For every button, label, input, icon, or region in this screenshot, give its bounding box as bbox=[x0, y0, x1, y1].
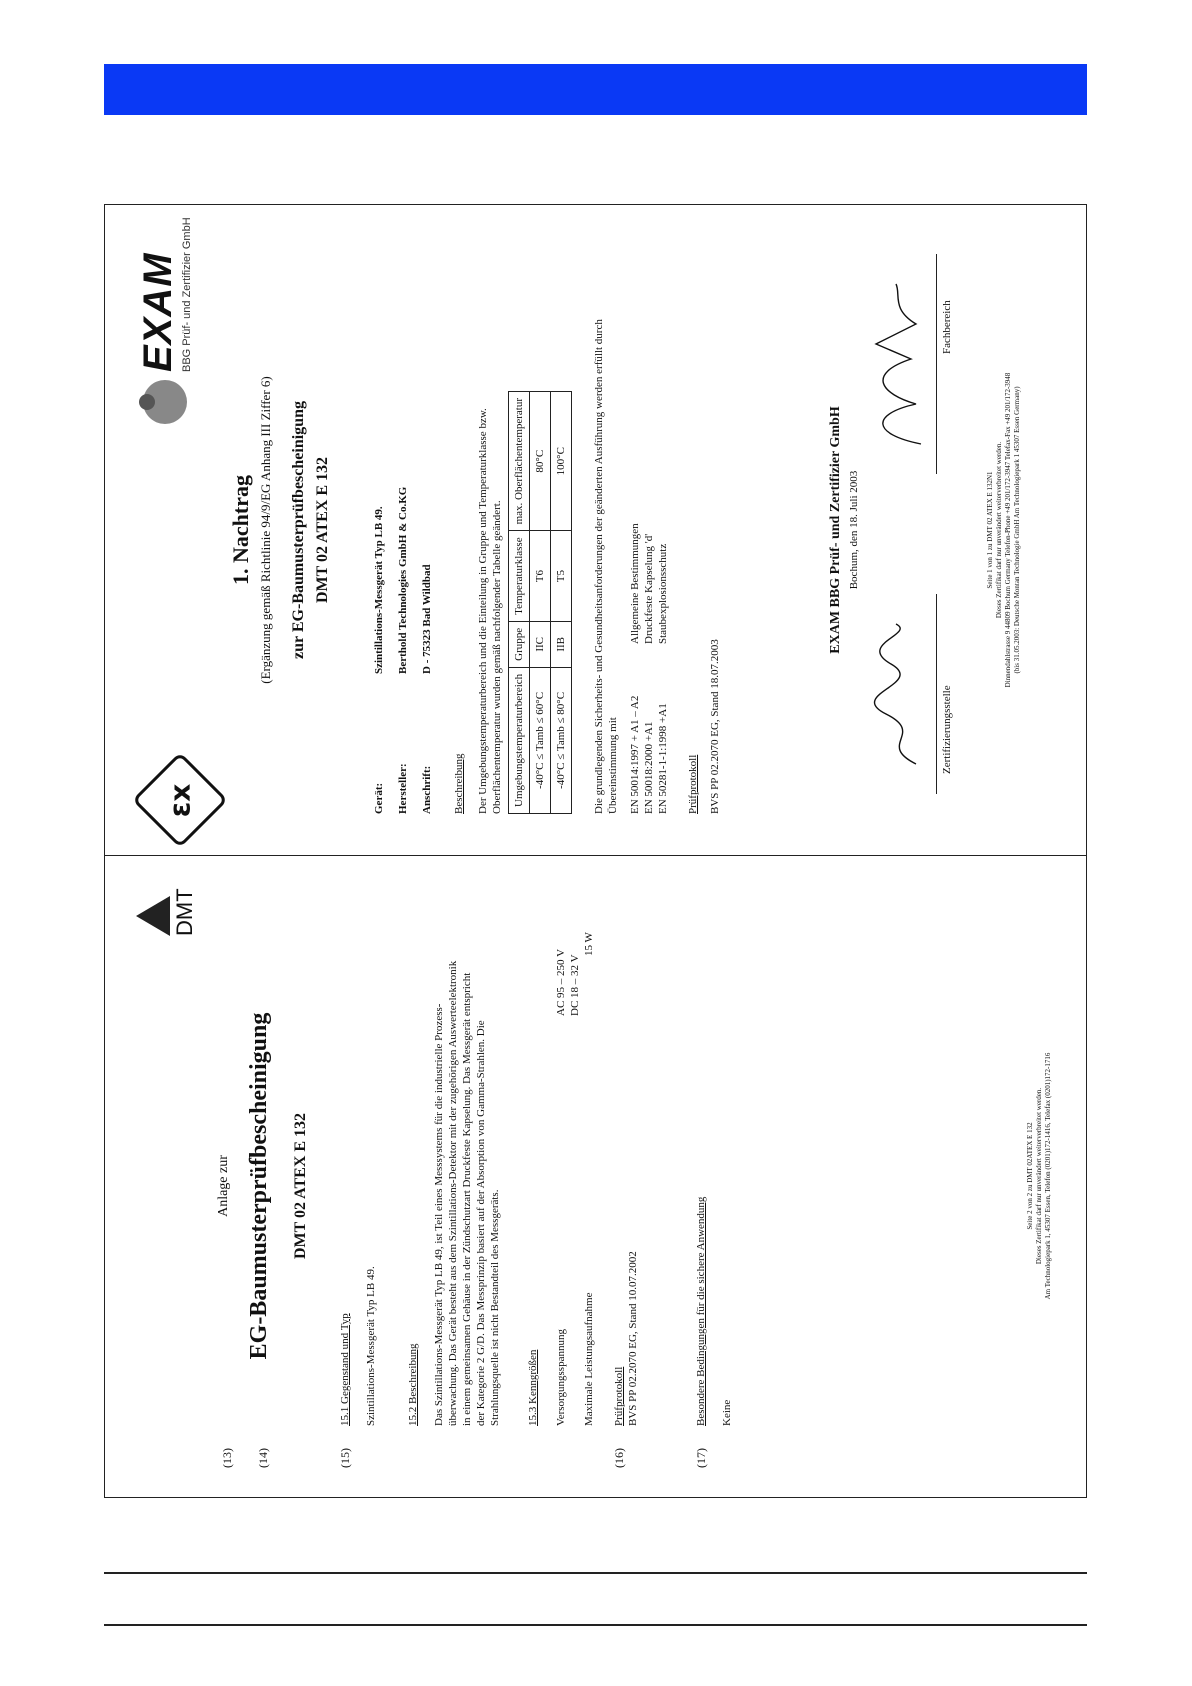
table-header-cell: Gruppe bbox=[509, 621, 530, 667]
section-15-3-heading: 15.3 Kenngrößen bbox=[527, 1349, 539, 1426]
table-row bbox=[530, 391, 551, 813]
item-number-17: (17) bbox=[694, 1448, 708, 1468]
signature-right-label: Fachbereich bbox=[941, 300, 953, 354]
header-bar bbox=[104, 64, 1087, 115]
device-value: Szintillations-Messgerät Typ LB 49. bbox=[373, 506, 385, 674]
exam-swoosh-icon bbox=[143, 380, 187, 424]
signature-left-icon bbox=[866, 614, 936, 774]
ex-hexagon-icon: εx bbox=[132, 752, 228, 848]
item-number-16: (16) bbox=[612, 1448, 626, 1468]
address-label: Anschrift: bbox=[421, 765, 433, 814]
ex-logo bbox=[146, 766, 214, 834]
norm-row: EN 50018:2000 +A1 Druckfeste Kapselung 'd' bbox=[643, 533, 655, 814]
table-header-row bbox=[509, 391, 530, 813]
manufacturer-value: Berthold Technologies GmbH & Co.KG bbox=[397, 486, 409, 674]
section-15-2-text: Das Szintillations-Messgerät Typ LB 49, ist Teil eines Messsystems für die industrielle Prozess- überwachung. Das Gerät besteht aus dem Szintillations-Detektor mit der zugehörigen Auswerteelektronik in einem gemeinsamen Gehäuse in der Zündschutzart Druckfeste Kapselung. Das Messgerät entspricht der Kategorie 2 G/D. Das Messprinzip basiert auf der Absorption von Gamma-Strahlen. Die Strahlungsquelle ist nicht Bestandteil des Messgeräts. bbox=[433, 960, 501, 1426]
dmt-logo-text: DMT bbox=[172, 888, 197, 936]
table-cell: IIC bbox=[530, 621, 551, 667]
section-15-1-heading: 15.1 Gegenstand und Typ bbox=[339, 1313, 351, 1426]
norms-list bbox=[628, 523, 670, 814]
table-cell: T5 bbox=[551, 531, 572, 621]
item-number-15: (15) bbox=[338, 1448, 352, 1468]
table-cell: T6 bbox=[530, 531, 551, 621]
supply-voltage-dc: DC 18 – 32 V bbox=[569, 954, 581, 1016]
description-heading: Beschreibung bbox=[453, 753, 465, 814]
exam-logo-subtitle: BBG Prüf- und Zertifizier GmbH bbox=[181, 217, 193, 372]
signature-left-label: Zertifizierungsstelle bbox=[941, 685, 953, 774]
document-title: EG-Baumusterprüfbescheinigung bbox=[246, 1012, 272, 1360]
requirements-text: Die grundlegenden Sicherheits- und Gesundheitsanforderungen der geänderten Ausführung werden erfüllt durch Übereinstimmung mit bbox=[593, 319, 619, 814]
manufacturer-label: Hersteller: bbox=[397, 763, 409, 814]
address-value: D - 75323 Bad Wildbad bbox=[421, 564, 433, 674]
section-15-2-heading: 15.2 Beschreibung bbox=[407, 1343, 419, 1426]
temperature-table bbox=[508, 391, 572, 814]
table-cell: 100°C bbox=[551, 391, 572, 530]
anlage-label: Anlage zur bbox=[216, 1155, 231, 1217]
table-cell: IIB bbox=[551, 621, 572, 667]
page-anlage bbox=[106, 856, 1085, 1496]
special-conditions-heading: Besondere Bedingungen für die sichere Anwendung bbox=[695, 1196, 707, 1426]
table-header-cell: max. Oberflächentemperatur bbox=[509, 391, 530, 530]
supply-voltage-label: Versorgungsspannung bbox=[555, 1329, 567, 1426]
supplement-cert-number: DMT 02 ATEX E 132 bbox=[314, 456, 331, 604]
item-number-14: (14) bbox=[256, 1448, 270, 1468]
signature-right-icon bbox=[861, 274, 936, 454]
item-number-13: (13) bbox=[220, 1448, 234, 1468]
norm-row: EN 50014:1997 + A1 – A2 Allgemeine Bestimmungen bbox=[629, 523, 641, 814]
description-text: Der Umgebungstemperaturbereich und die Einteilung in Gruppe und Temperaturklasse bzw. Oberflächentemperatur wurden gemäß nachfolgender Tabelle geändert. bbox=[477, 408, 503, 814]
device-label: Gerät: bbox=[373, 782, 385, 814]
table-row bbox=[551, 391, 572, 813]
supplement-heading: 1. Nachtrag bbox=[228, 475, 253, 585]
table-header-cell: Umgebungstemperaturbereich bbox=[509, 667, 530, 813]
footer-rule-top bbox=[104, 1572, 1087, 1574]
exam-logo bbox=[136, 217, 193, 424]
test-report-text: BVS PP 02.2070 EG, Stand 18.07.2003 bbox=[709, 639, 721, 814]
dmt-triangle-icon bbox=[136, 896, 170, 936]
power-consumption-value: 15 W bbox=[583, 932, 595, 956]
footer-right: Seite 1 von 1 zu DMT 02 ATEX E 132N1 Dieses Zertifikat darf nur unverändert weiterverbreitet werden. Dinnendahlstrasse 9 44809 Bochum Germany Telefon-Phone +49 201/172-3947 Telefax-Fax +49 201/172-3948 (bis 31.05.2003: Deutsche Montan Technologie GmbH Am Technologiepark 1 45307 Essen Germany) bbox=[986, 372, 1021, 688]
supply-voltage-ac: AC 95 – 250 V bbox=[555, 948, 567, 1016]
power-consumption-label: Maximale Leistungsaufnahme bbox=[583, 1292, 595, 1426]
place-date: Bochum, den 18. Juli 2003 bbox=[848, 470, 860, 590]
table-cell: -40°C ≤ Tamb ≤ 80°C bbox=[551, 667, 572, 813]
supplement-subheading: (Ergänzung gemäß Richtlinie 94/9/EG Anhang III Ziffer 6) bbox=[258, 376, 273, 684]
special-conditions-text: Keine bbox=[721, 1399, 733, 1426]
table-header-cell: Temperaturklasse bbox=[509, 531, 530, 621]
footer-left: Seite 2 von 2 zu DMT 02ATEX E 132 Dieses Zertifikat darf nur unverändert weiterverbreitet werden. Am Technologiepark 1, 45307 Essen, Telefon (0201)172-1416, Telefax (0201)172-1716 bbox=[1026, 1052, 1052, 1300]
supplement-zur: zur EG-Baumusterprüfbescheinigung bbox=[290, 401, 307, 659]
test-report-text: BVS PP 02.2070 EG, Stand 10.07.2002 bbox=[627, 1251, 639, 1426]
certificate-number: DMT 02 ATEX E 132 bbox=[292, 1112, 309, 1260]
footer-rule-bottom bbox=[104, 1624, 1087, 1626]
table-cell: -40°C ≤ Tamb ≤ 60°C bbox=[530, 667, 551, 813]
section-15-1-text: Szintillations-Messgerät Typ LB 49. bbox=[365, 1266, 377, 1426]
exam-logo-word: EXAM bbox=[136, 252, 180, 372]
dmt-logo bbox=[136, 888, 198, 936]
page-nachtrag bbox=[106, 206, 1085, 854]
test-report-heading: Prüfprotokoll bbox=[687, 754, 699, 814]
table-cell: 80°C bbox=[530, 391, 551, 530]
norm-row: EN 50281-1-1:1998 +A1 Staubexplosionsschutz bbox=[657, 543, 669, 814]
test-report-heading: Prüfprotokoll bbox=[613, 1366, 625, 1426]
organisation-name: EXAM BBG Prüf- und Zertifizier GmbH bbox=[828, 406, 843, 654]
